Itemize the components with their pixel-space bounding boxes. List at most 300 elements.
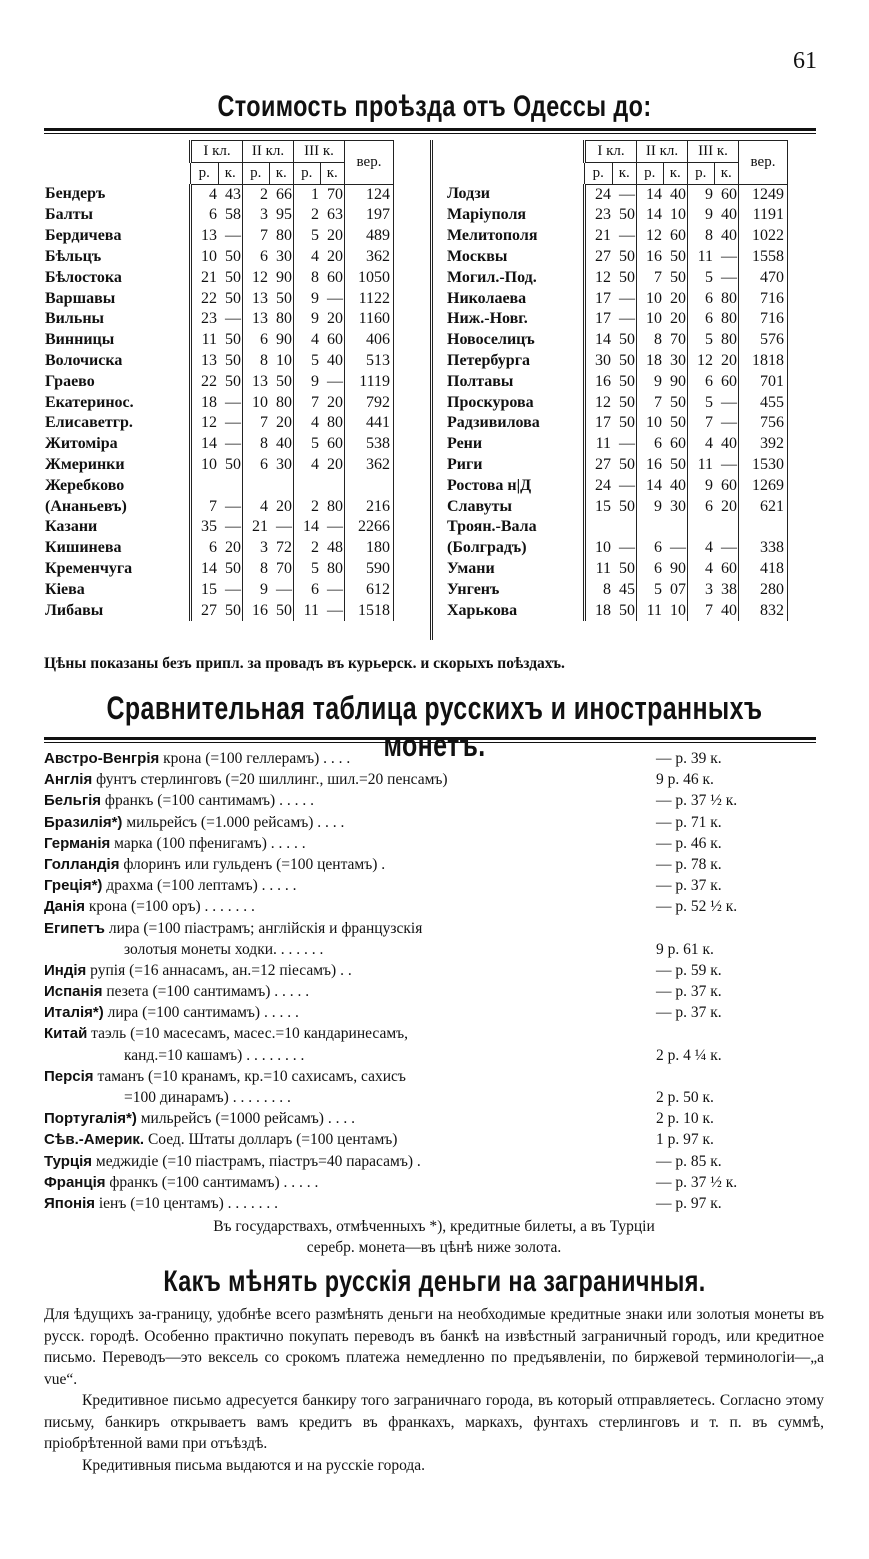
class2-kop: 70 [663, 330, 688, 351]
class2-kop: — [269, 517, 294, 538]
versts: 180 [345, 538, 394, 559]
coins-note [44, 1214, 824, 1258]
class1-kop: 50 [218, 268, 243, 289]
fare-row [446, 330, 788, 351]
city-name: Лодзи [447, 185, 490, 203]
divider [44, 737, 816, 740]
class1-rub: 4 [191, 184, 219, 205]
class3-kop: 20 [714, 351, 739, 372]
class2-rub: 13 [252, 289, 268, 307]
city-name: (Ананьевъ) [45, 497, 127, 515]
class3-kop: 20 [320, 309, 345, 330]
coin-country: Турція [44, 1152, 93, 1170]
class2-rub: 14 [646, 185, 662, 203]
class3-rub: 7 [705, 414, 713, 432]
versts: 406 [345, 330, 394, 351]
class2-rub: 8 [654, 331, 662, 349]
class1-rub: 11 [585, 559, 613, 580]
class3-rub: 1 [311, 185, 319, 203]
class2-kop: 30 [663, 497, 688, 518]
class1-rub: 16 [585, 372, 613, 393]
versts: 1050 [345, 268, 394, 289]
coins-note-line: Въ государствахъ, отмѣченныхъ *), кредитные билеты, а въ Турціи [213, 1218, 655, 1236]
city-name: Либавы [45, 601, 104, 619]
fares-title: Стоимость проѣзда отъ Одессы до: [217, 90, 652, 123]
city-name: Бѣльцъ [45, 247, 102, 265]
class2-rub: 16 [646, 247, 662, 265]
class2-rub: 7 [260, 414, 268, 432]
class3-rub: 4 [311, 331, 319, 349]
class2-kop: 72 [269, 538, 294, 559]
coin-row [44, 1002, 824, 1023]
coin-value: — р. 59 к. [656, 961, 722, 979]
class2-kop: 20 [663, 309, 688, 330]
class1-rub: 13 [191, 226, 219, 247]
class1-kop: 45 [612, 580, 637, 601]
fare-row [446, 476, 788, 497]
class2-kop: 50 [663, 393, 688, 414]
class1-kop: — [218, 226, 243, 247]
class1-kop: — [612, 476, 637, 497]
kop-header: к. [663, 162, 688, 184]
class1-rub: 13 [191, 351, 219, 372]
coin-country: Голландія [44, 855, 120, 873]
class1-kop: 50 [612, 497, 637, 518]
class2-kop: 60 [663, 226, 688, 247]
versts: 280 [739, 580, 788, 601]
coin-row [44, 1172, 824, 1193]
fare-row [446, 205, 788, 226]
class1-kop: 50 [218, 601, 243, 622]
class1-kop: 50 [612, 393, 637, 414]
coin-value: — р. 37 к. [656, 983, 722, 1001]
class3-kop: 20 [320, 393, 345, 414]
coin-country: Австро-Венгрія [44, 750, 160, 767]
page-number: 61 [793, 48, 817, 74]
coin-description: лира (=100 сантимамъ) . . . . . [103, 1004, 299, 1022]
class1-kop [218, 476, 243, 497]
coin-country: Франція [44, 1173, 106, 1191]
fare-row [44, 372, 394, 393]
coin-value: 2 р. 10 к. [656, 1110, 714, 1128]
fare-row [44, 226, 394, 247]
versts: 716 [739, 309, 788, 330]
versts: 1191 [739, 205, 788, 226]
class2-rub: 6 [654, 559, 662, 577]
class2-rub: 6 [654, 539, 662, 557]
class3-rub: 6 [311, 580, 319, 598]
class2-header: II кл. [637, 141, 688, 163]
city-name: Риги [447, 455, 483, 473]
coin-description: флоринъ или гульденъ (=100 центамъ) . [119, 855, 386, 873]
city-name: Жеребково [45, 476, 125, 494]
coin-value: 2 р. 4 ¼ к. [656, 1046, 722, 1064]
class3-kop: 60 [320, 434, 345, 455]
versts: 1269 [739, 476, 788, 497]
versts: 792 [345, 393, 394, 414]
class1-rub: 27 [191, 601, 219, 622]
class3-rub: 2 [311, 539, 319, 557]
versts: 1122 [345, 289, 394, 310]
class3-rub: 6 [705, 497, 713, 515]
class3-kop: 20 [320, 455, 345, 476]
class2-rub [243, 476, 270, 497]
class1-rub: 15 [585, 497, 613, 518]
fare-row [44, 455, 394, 476]
city-name: Унгенъ [447, 580, 500, 598]
fare-row [446, 601, 788, 622]
class1-rub: 27 [585, 247, 613, 268]
coin-description: франкъ (=100 сантимамъ) . . . . . [101, 792, 314, 810]
versts: 362 [345, 455, 394, 476]
class3-kop: 20 [320, 247, 345, 268]
coin-value: — р. 37 к. [656, 877, 722, 895]
fare-row [44, 309, 394, 330]
class2-kop: 40 [269, 434, 294, 455]
city-name: Бѣлостока [45, 268, 122, 286]
class3-rub: 11 [303, 601, 319, 619]
class3-rub: 5 [311, 351, 319, 369]
class1-kop: 50 [218, 330, 243, 351]
class3-kop: 48 [320, 538, 345, 559]
class3-rub: 2 [311, 206, 319, 224]
class2-kop: 50 [269, 289, 294, 310]
city-name: Кишинева [45, 539, 122, 557]
class2-kop: 07 [663, 580, 688, 601]
class3-rub: 5 [705, 331, 713, 349]
class2-rub: 13 [252, 310, 268, 328]
coin-value: 2 р. 50 к. [656, 1089, 714, 1106]
fare-row [44, 184, 394, 205]
class2-rub: 18 [646, 351, 662, 369]
coin-description: меджидіе (=10 піастрамъ, піастръ=40 парасамъ) . [92, 1152, 421, 1170]
fare-row [446, 393, 788, 414]
versts: 612 [345, 580, 394, 601]
coin-value: 1 р. 97 к. [656, 1131, 714, 1149]
class2-rub: 13 [252, 372, 268, 390]
class1-rub: 22 [191, 372, 219, 393]
class1-kop: — [218, 517, 243, 538]
versts: 538 [345, 434, 394, 455]
coin-description: драхма (=100 лептамъ) . . . . . [102, 877, 297, 895]
coin-description: таманъ (=10 кранамъ, кр.=10 сахисамъ, сахисъ [93, 1067, 406, 1085]
class2-rub: 16 [252, 601, 268, 619]
versts: 716 [739, 289, 788, 310]
class1-rub: 14 [191, 434, 219, 455]
class2-rub: 6 [260, 331, 268, 349]
coin-country: Японія [44, 1194, 95, 1212]
class3-rub: 14 [303, 518, 319, 536]
coin-row [44, 748, 824, 769]
class3-rub: 9 [705, 206, 713, 224]
class3-kop: 20 [320, 226, 345, 247]
class1-kop: — [218, 497, 243, 518]
class1-header: I кл. [191, 141, 243, 163]
city-name: Проскурова [447, 393, 534, 411]
class3-rub: 4 [705, 539, 713, 557]
coin-value: — р. 37 ½ к. [656, 792, 738, 810]
versts: 489 [345, 226, 394, 247]
class1-kop: 50 [612, 455, 637, 476]
class1-kop: 20 [218, 538, 243, 559]
class1-kop: 58 [218, 205, 243, 226]
class2-rub: 9 [654, 372, 662, 390]
class2-rub: 16 [646, 455, 662, 473]
fare-row [44, 351, 394, 372]
class3-kop [714, 517, 739, 538]
fare-row [446, 434, 788, 455]
versts: 1518 [345, 601, 394, 622]
fare-row [446, 559, 788, 580]
city-name: Вильны [45, 310, 105, 328]
fare-row [44, 393, 394, 414]
class3-rub: 5 [311, 559, 319, 577]
class2-rub: 6 [260, 455, 268, 473]
coin-value: — р. 37 ½ к. [656, 1173, 738, 1191]
fare-row [446, 517, 788, 538]
class1-rub: 24 [585, 184, 613, 205]
coin-description: =100 динарамъ) . . . . . . . . [124, 1089, 291, 1106]
class3-rub: 4 [705, 435, 713, 453]
fare-row [446, 247, 788, 268]
rub-header: р. [688, 162, 715, 184]
class3-kop: — [320, 372, 345, 393]
class1-kop: 50 [218, 559, 243, 580]
class2-kop [269, 476, 294, 497]
city-name: Бердичева [45, 227, 122, 245]
class3-rub: 6 [705, 289, 713, 307]
versts: 590 [345, 559, 394, 580]
coin-country: Индія [44, 961, 87, 979]
class1-rub: 30 [585, 351, 613, 372]
city-name: Граево [45, 372, 95, 390]
class2-rub: 10 [252, 393, 268, 411]
coin-description: пезета (=100 сантимамъ) . . . . . [102, 983, 310, 1001]
versts: 576 [739, 330, 788, 351]
coin-description: Соед. Штаты долларъ (=100 центамъ) [144, 1131, 398, 1149]
paragraph: Кредитивное письмо адресуется банкиру того заграничнаго города, въ который отправляетесь. Согласно этому письму, банкиръ открываетъ вамъ кредитъ въ франкахъ, маркахъ, фунтахъ стерлинговъ и т. п. въ суммѣ, пріобрѣтенной вами при отъѣздѣ. [44, 1392, 824, 1452]
city-name: Варшавы [45, 289, 116, 307]
class3-rub [294, 476, 321, 497]
fare-row [44, 559, 394, 580]
coin-value: — р. 97 к. [656, 1194, 722, 1212]
versts: 513 [345, 351, 394, 372]
class1-kop: 43 [218, 184, 243, 205]
versts: 756 [739, 413, 788, 434]
class1-kop: 50 [218, 351, 243, 372]
coin-country: Китай [44, 1025, 88, 1043]
divider [44, 133, 816, 134]
class1-kop: — [218, 309, 243, 330]
class3-kop: 38 [714, 580, 739, 601]
class3-rub: 7 [311, 393, 319, 411]
versts: 470 [739, 268, 788, 289]
class1-kop: — [612, 434, 637, 455]
versts [739, 517, 788, 538]
class2-rub: 7 [260, 227, 268, 245]
paragraph: Кредитивныя письма выдаются и на русскіе города. [82, 1456, 426, 1474]
divider [44, 128, 816, 131]
coin-description: мильрейсъ (=1.000 рейсамъ) . . . . [122, 813, 345, 831]
class1-kop: 50 [218, 247, 243, 268]
fare-row [44, 289, 394, 310]
class3-kop: — [714, 538, 739, 559]
class1-kop: 50 [612, 601, 637, 622]
city-name: Кременчуга [45, 559, 133, 577]
class1-rub: 23 [585, 205, 613, 226]
versts: 1119 [345, 372, 394, 393]
class1-rub: 10 [191, 247, 219, 268]
coin-country: Англія [44, 771, 93, 789]
class3-kop: 70 [320, 184, 345, 205]
class1-rub: 35 [191, 517, 219, 538]
class2-kop: 50 [269, 601, 294, 622]
city-name: Кіева [45, 580, 85, 598]
versts-header: вер. [739, 141, 788, 185]
class2-rub: 21 [252, 518, 268, 536]
class3-header: III к. [688, 141, 739, 163]
class3-rub: 5 [311, 435, 319, 453]
class2-rub: 9 [260, 580, 268, 598]
class1-rub: 11 [191, 330, 219, 351]
class1-rub: 14 [191, 559, 219, 580]
class3-rub: 11 [697, 247, 713, 265]
coin-row [44, 939, 824, 960]
class1-rub: 24 [585, 476, 613, 497]
city-name: Жмеринки [45, 455, 125, 473]
class3-kop: 60 [714, 372, 739, 393]
class2-kop: 80 [269, 226, 294, 247]
coin-value: — р. 39 к. [656, 750, 722, 767]
fare-row [44, 205, 394, 226]
class3-kop: — [714, 455, 739, 476]
class1-kop: — [612, 538, 637, 559]
class3-header: III к. [294, 141, 345, 163]
class2-kop: 90 [663, 372, 688, 393]
class2-rub: 3 [260, 539, 268, 557]
class2-kop: 30 [269, 247, 294, 268]
class1-rub: 7 [191, 497, 219, 518]
kop-header: к. [612, 162, 637, 184]
city-name: Казани [45, 518, 98, 536]
versts: 832 [739, 601, 788, 622]
city-name: Винницы [45, 331, 115, 349]
class2-rub: 7 [654, 393, 662, 411]
versts: 701 [739, 372, 788, 393]
class3-kop: 60 [714, 476, 739, 497]
fare-row [44, 247, 394, 268]
versts: 124 [345, 184, 394, 205]
class2-kop: 50 [663, 455, 688, 476]
versts: 1022 [739, 226, 788, 247]
fare-row [446, 538, 788, 559]
class3-kop: 60 [714, 184, 739, 205]
versts: 197 [345, 205, 394, 226]
class3-kop: 60 [714, 559, 739, 580]
class1-kop: 50 [612, 351, 637, 372]
class2-kop: 10 [269, 351, 294, 372]
class3-rub: 4 [311, 414, 319, 432]
fare-row [44, 330, 394, 351]
fare-row [44, 538, 394, 559]
class2-kop: 50 [663, 247, 688, 268]
fare-row [44, 434, 394, 455]
coin-country: Италія*) [44, 1004, 104, 1022]
class2-rub: 8 [260, 351, 268, 369]
city-name: Ростова н|Д [447, 476, 532, 494]
class1-kop: — [612, 289, 637, 310]
class1-rub: 21 [585, 226, 613, 247]
coin-description: лира (=100 піастрамъ; англійскія и французскія [104, 919, 423, 937]
class1-rub: 18 [191, 393, 219, 414]
city-name: Мелитополя [447, 227, 538, 245]
class1-header: I кл. [585, 141, 637, 163]
coin-country: Египетъ [44, 919, 105, 937]
coin-row [44, 875, 824, 896]
versts: 1249 [739, 184, 788, 205]
class1-kop: — [612, 184, 637, 205]
coin-value: 9 р. 61 к. [656, 940, 714, 958]
city-name: Ниж.-Новг. [447, 310, 528, 328]
coin-value: — р. 85 к. [656, 1152, 722, 1170]
class3-rub: 5 [311, 227, 319, 245]
column-divider [430, 140, 433, 640]
fare-row [44, 413, 394, 434]
class3-kop: — [714, 268, 739, 289]
class2-kop: 30 [269, 455, 294, 476]
class2-kop: 20 [663, 289, 688, 310]
class3-kop: 40 [320, 351, 345, 372]
fare-row [446, 226, 788, 247]
class3-rub: 9 [311, 310, 319, 328]
class1-rub: 10 [585, 538, 613, 559]
fare-row [44, 476, 394, 497]
city-name: Екатеринос. [45, 393, 134, 411]
class2-kop: 95 [269, 205, 294, 226]
fare-row [446, 351, 788, 372]
class3-kop: 20 [714, 497, 739, 518]
rub-header: р. [243, 162, 270, 184]
fare-row [446, 455, 788, 476]
class2-kop: 60 [663, 434, 688, 455]
class3-kop: 40 [714, 205, 739, 226]
kop-header: к. [714, 162, 739, 184]
class1-rub: 23 [191, 309, 219, 330]
coin-description: іенъ (=10 центамъ) . . . . . . . [94, 1194, 279, 1212]
coin-description: крона (=100 геллерамъ) . . . . [159, 750, 351, 767]
class3-kop: — [320, 580, 345, 601]
class1-kop: 50 [218, 372, 243, 393]
class2-rub: 6 [654, 435, 662, 453]
city-name: Могил.-Под. [447, 268, 537, 286]
coin-description: таэль (=10 масесамъ, масес.=10 кандаринесамъ, [87, 1025, 409, 1043]
class2-rub: 3 [260, 206, 268, 224]
rub-header: р. [585, 162, 613, 184]
class2-kop: 90 [269, 330, 294, 351]
class3-kop: 60 [320, 330, 345, 351]
versts: 1558 [739, 247, 788, 268]
coin-value: — р. 52 ½ к. [656, 898, 738, 916]
fare-row [446, 497, 788, 518]
city-name: Балты [45, 206, 94, 224]
fare-row [44, 517, 394, 538]
fare-row [44, 580, 394, 601]
paragraph: Для ѣдущихъ за-границу, удобнѣе всего размѣнять деньги на необходимые кредитные знаки или золотыя монеты въ русск. городѣ. Особенно практично покупать переводъ въ банкѣ на извѣстный заграничный городъ, или кредитное письмо. Переводъ—это вексель со срокомъ платежа немедленно по предъявленіи, по биржевой терминологіи—„a vue“. [44, 1306, 824, 1388]
coin-value: — р. 71 к. [656, 813, 722, 831]
coin-value: — р. 46 к. [656, 834, 722, 852]
fare-row [446, 413, 788, 434]
class1-kop: 50 [612, 205, 637, 226]
